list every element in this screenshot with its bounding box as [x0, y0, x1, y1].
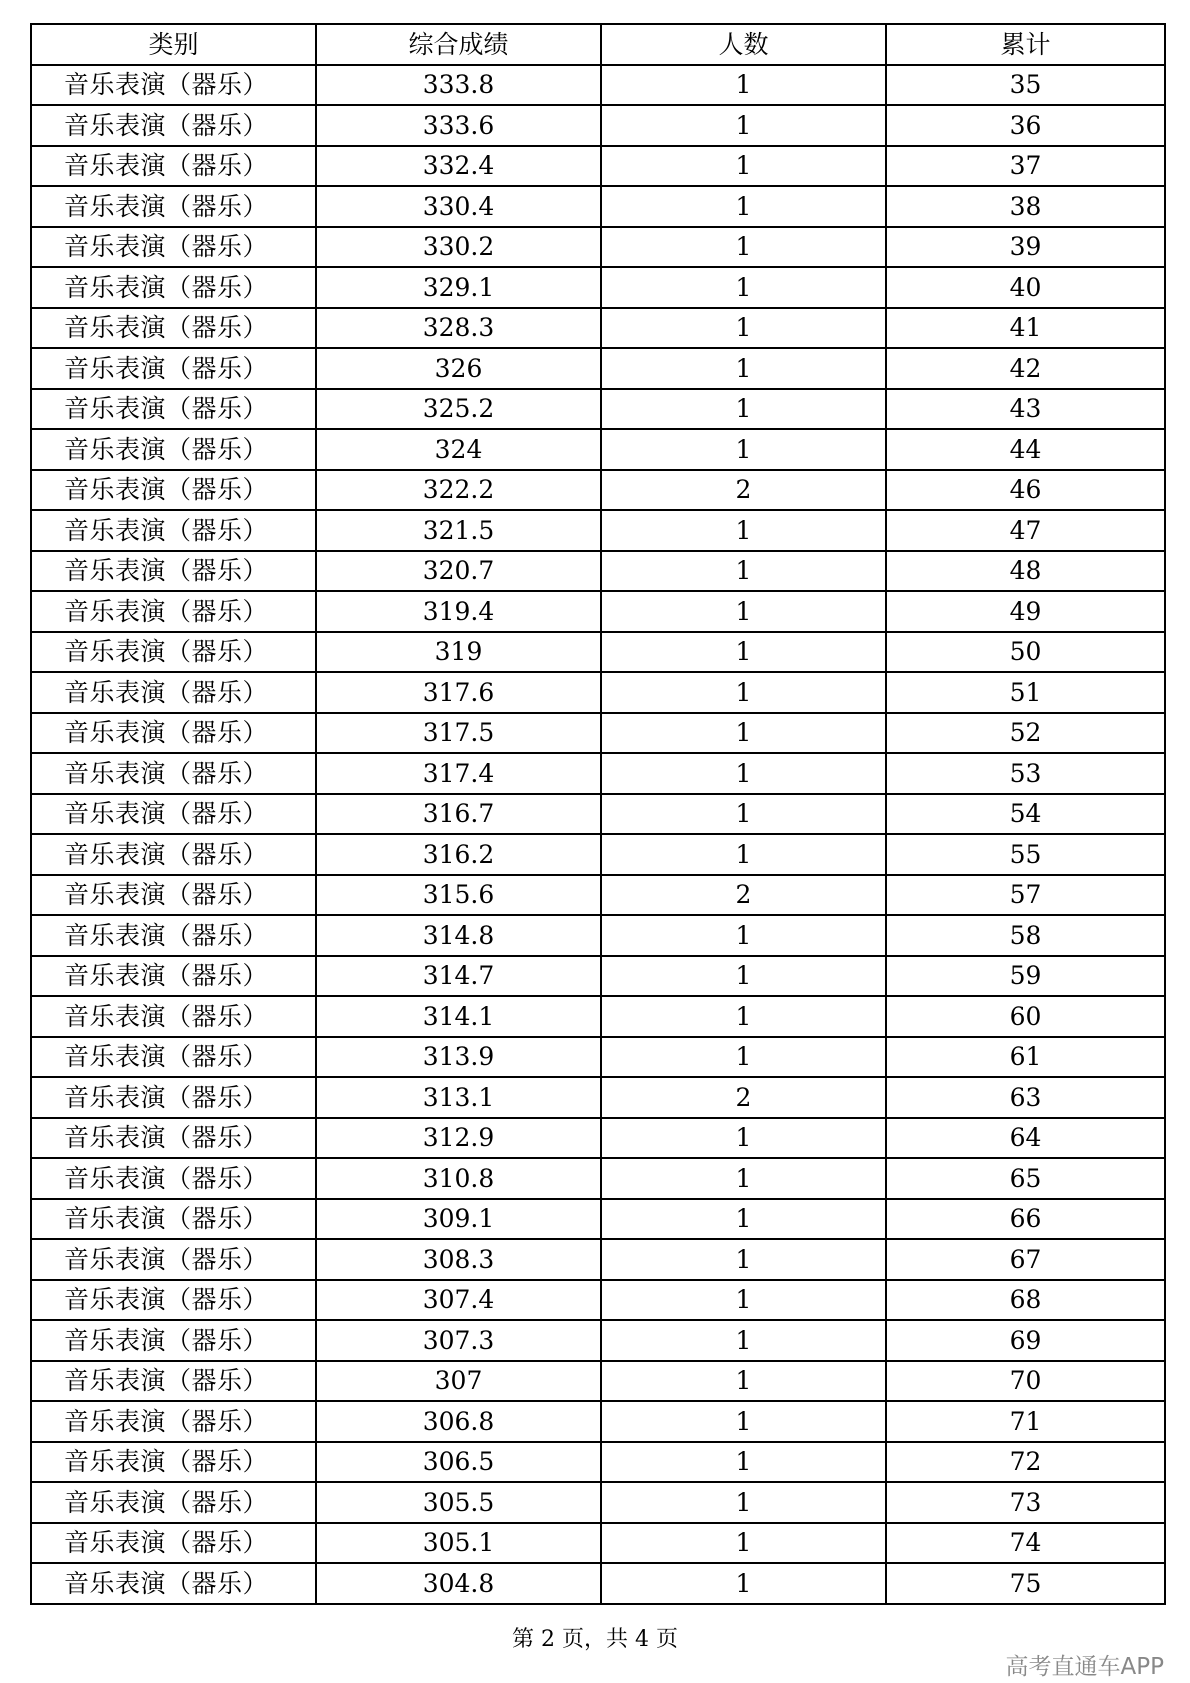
cell-category: 音乐表演（器乐）	[31, 753, 316, 794]
cell-cumulative: 43	[886, 389, 1165, 430]
cell-score: 330.4	[316, 186, 601, 227]
table-row	[31, 1037, 1165, 1078]
cell-count: 1	[601, 389, 886, 430]
cell-score: 313.1	[316, 1077, 601, 1118]
cell-count: 2	[601, 470, 886, 511]
cell-cumulative: 48	[886, 551, 1165, 592]
table-row	[31, 794, 1165, 835]
cell-category: 音乐表演（器乐）	[31, 1361, 316, 1402]
cell-count: 1	[601, 834, 886, 875]
cell-score: 315.6	[316, 875, 601, 916]
table-row	[31, 186, 1165, 227]
table-row	[31, 834, 1165, 875]
cell-count: 1	[601, 1482, 886, 1523]
cell-score: 305.5	[316, 1482, 601, 1523]
table-row	[31, 510, 1165, 551]
cell-score: 310.8	[316, 1158, 601, 1199]
cell-score: 326	[316, 348, 601, 389]
cell-score: 312.9	[316, 1118, 601, 1159]
cell-count: 1	[601, 1523, 886, 1564]
cell-score: 314.1	[316, 996, 601, 1037]
cell-cumulative: 60	[886, 996, 1165, 1037]
cell-count: 1	[601, 510, 886, 551]
table-row	[31, 1158, 1165, 1199]
cell-count: 2	[601, 875, 886, 916]
cell-category: 音乐表演（器乐）	[31, 1118, 316, 1159]
cell-cumulative: 72	[886, 1442, 1165, 1483]
cell-cumulative: 59	[886, 956, 1165, 997]
table-row	[31, 105, 1165, 146]
cell-score: 307	[316, 1361, 601, 1402]
cell-count: 1	[601, 672, 886, 713]
table-row	[31, 591, 1165, 632]
table-row	[31, 713, 1165, 754]
cell-category: 音乐表演（器乐）	[31, 348, 316, 389]
cell-count: 1	[601, 429, 886, 470]
cell-count: 1	[601, 1158, 886, 1199]
cell-score: 319.4	[316, 591, 601, 632]
header-cumulative: 累计	[886, 24, 1165, 65]
cell-cumulative: 70	[886, 1361, 1165, 1402]
cell-cumulative: 68	[886, 1280, 1165, 1321]
cell-count: 1	[601, 1037, 886, 1078]
cell-category: 音乐表演（器乐）	[31, 308, 316, 349]
cell-score: 328.3	[316, 308, 601, 349]
header-category: 类别	[31, 24, 316, 65]
cell-cumulative: 42	[886, 348, 1165, 389]
cell-score: 333.8	[316, 65, 601, 106]
cell-category: 音乐表演（器乐）	[31, 389, 316, 430]
table-body	[31, 65, 1165, 1604]
table-row	[31, 348, 1165, 389]
cell-cumulative: 66	[886, 1199, 1165, 1240]
table-row	[31, 1280, 1165, 1321]
cell-category: 音乐表演（器乐）	[31, 1563, 316, 1604]
cell-cumulative: 52	[886, 713, 1165, 754]
cell-count: 1	[601, 146, 886, 187]
cell-category: 音乐表演（器乐）	[31, 1523, 316, 1564]
table-row	[31, 227, 1165, 268]
cell-cumulative: 64	[886, 1118, 1165, 1159]
cell-count: 1	[601, 996, 886, 1037]
table-row	[31, 308, 1165, 349]
cell-score: 317.4	[316, 753, 601, 794]
cell-cumulative: 74	[886, 1523, 1165, 1564]
cell-score: 309.1	[316, 1199, 601, 1240]
cell-category: 音乐表演（器乐）	[31, 1482, 316, 1523]
cell-cumulative: 38	[886, 186, 1165, 227]
table-row	[31, 1563, 1165, 1604]
table-row	[31, 1320, 1165, 1361]
cell-category: 音乐表演（器乐）	[31, 1239, 316, 1280]
cell-cumulative: 58	[886, 915, 1165, 956]
cell-count: 1	[601, 65, 886, 106]
cell-count: 1	[601, 632, 886, 673]
cell-count: 1	[601, 1118, 886, 1159]
cell-score: 304.8	[316, 1563, 601, 1604]
cell-score: 307.3	[316, 1320, 601, 1361]
cell-score: 317.6	[316, 672, 601, 713]
cell-category: 音乐表演（器乐）	[31, 267, 316, 308]
table-row	[31, 1442, 1165, 1483]
cell-score: 314.8	[316, 915, 601, 956]
cell-cumulative: 41	[886, 308, 1165, 349]
cell-category: 音乐表演（器乐）	[31, 1158, 316, 1199]
cell-count: 2	[601, 1077, 886, 1118]
table-header	[31, 24, 1165, 65]
cell-category: 音乐表演（器乐）	[31, 632, 316, 673]
table-row	[31, 753, 1165, 794]
cell-category: 音乐表演（器乐）	[31, 227, 316, 268]
cell-category: 音乐表演（器乐）	[31, 1442, 316, 1483]
table-row	[31, 429, 1165, 470]
cell-score: 316.7	[316, 794, 601, 835]
watermark-text: 高考直通车APP	[1005, 1654, 1164, 1680]
table-row	[31, 956, 1165, 997]
cell-count: 1	[601, 1563, 886, 1604]
cell-cumulative: 51	[886, 672, 1165, 713]
table-row	[31, 267, 1165, 308]
cell-score: 322.2	[316, 470, 601, 511]
cell-category: 音乐表演（器乐）	[31, 146, 316, 187]
cell-score: 306.5	[316, 1442, 601, 1483]
cell-cumulative: 55	[886, 834, 1165, 875]
table-row	[31, 915, 1165, 956]
table-row	[31, 1118, 1165, 1159]
cell-count: 1	[601, 227, 886, 268]
cell-cumulative: 73	[886, 1482, 1165, 1523]
cell-count: 1	[601, 1320, 886, 1361]
cell-count: 1	[601, 1239, 886, 1280]
table-row	[31, 1239, 1165, 1280]
cell-score: 316.2	[316, 834, 601, 875]
cell-count: 1	[601, 713, 886, 754]
cell-score: 313.9	[316, 1037, 601, 1078]
cell-cumulative: 39	[886, 227, 1165, 268]
cell-category: 音乐表演（器乐）	[31, 591, 316, 632]
cell-category: 音乐表演（器乐）	[31, 65, 316, 106]
cell-category: 音乐表演（器乐）	[31, 672, 316, 713]
cell-count: 1	[601, 308, 886, 349]
cell-cumulative: 67	[886, 1239, 1165, 1280]
cell-category: 音乐表演（器乐）	[31, 875, 316, 916]
cell-score: 329.1	[316, 267, 601, 308]
cell-count: 1	[601, 794, 886, 835]
table-row	[31, 1361, 1165, 1402]
cell-cumulative: 44	[886, 429, 1165, 470]
cell-category: 音乐表演（器乐）	[31, 1037, 316, 1078]
header-count: 人数	[601, 24, 886, 65]
page-number: 第 2 页，共 4 页	[512, 1627, 678, 1652]
cell-category: 音乐表演（器乐）	[31, 429, 316, 470]
cell-cumulative: 65	[886, 1158, 1165, 1199]
cell-category: 音乐表演（器乐）	[31, 1320, 316, 1361]
header-row	[31, 24, 1165, 65]
cell-category: 音乐表演（器乐）	[31, 915, 316, 956]
cell-count: 1	[601, 1199, 886, 1240]
cell-count: 1	[601, 267, 886, 308]
table-row	[31, 389, 1165, 430]
cell-count: 1	[601, 1361, 886, 1402]
cell-cumulative: 75	[886, 1563, 1165, 1604]
cell-score: 320.7	[316, 551, 601, 592]
cell-category: 音乐表演（器乐）	[31, 470, 316, 511]
table-row	[31, 65, 1165, 106]
cell-score: 332.4	[316, 146, 601, 187]
cell-cumulative: 54	[886, 794, 1165, 835]
cell-cumulative: 46	[886, 470, 1165, 511]
cell-count: 1	[601, 186, 886, 227]
cell-category: 音乐表演（器乐）	[31, 1077, 316, 1118]
cell-count: 1	[601, 591, 886, 632]
cell-cumulative: 36	[886, 105, 1165, 146]
cell-category: 音乐表演（器乐）	[31, 105, 316, 146]
cell-category: 音乐表演（器乐）	[31, 713, 316, 754]
table-row	[31, 875, 1165, 916]
table-row	[31, 672, 1165, 713]
table-row	[31, 146, 1165, 187]
cell-score: 317.5	[316, 713, 601, 754]
cell-score: 321.5	[316, 510, 601, 551]
cell-cumulative: 69	[886, 1320, 1165, 1361]
cell-count: 1	[601, 956, 886, 997]
cell-score: 306.8	[316, 1401, 601, 1442]
cell-cumulative: 53	[886, 753, 1165, 794]
cell-score: 308.3	[316, 1239, 601, 1280]
cell-category: 音乐表演（器乐）	[31, 1280, 316, 1321]
cell-cumulative: 40	[886, 267, 1165, 308]
cell-cumulative: 63	[886, 1077, 1165, 1118]
cell-cumulative: 37	[886, 146, 1165, 187]
cell-cumulative: 57	[886, 875, 1165, 916]
cell-cumulative: 61	[886, 1037, 1165, 1078]
cell-category: 音乐表演（器乐）	[31, 1401, 316, 1442]
table-row	[31, 470, 1165, 511]
cell-cumulative: 47	[886, 510, 1165, 551]
cell-cumulative: 71	[886, 1401, 1165, 1442]
cell-category: 音乐表演（器乐）	[31, 956, 316, 997]
cell-cumulative: 49	[886, 591, 1165, 632]
cell-score: 330.2	[316, 227, 601, 268]
cell-score: 325.2	[316, 389, 601, 430]
cell-count: 1	[601, 1401, 886, 1442]
table-row	[31, 996, 1165, 1037]
cell-score: 333.6	[316, 105, 601, 146]
table-row	[31, 1401, 1165, 1442]
table-row	[31, 632, 1165, 673]
cell-cumulative: 50	[886, 632, 1165, 673]
cell-score: 307.4	[316, 1280, 601, 1321]
cell-category: 音乐表演（器乐）	[31, 996, 316, 1037]
table-row	[31, 1077, 1165, 1118]
cell-count: 1	[601, 551, 886, 592]
cell-score: 324	[316, 429, 601, 470]
table-row	[31, 1482, 1165, 1523]
cell-count: 1	[601, 1442, 886, 1483]
cell-count: 1	[601, 348, 886, 389]
cell-score: 319	[316, 632, 601, 673]
cell-category: 音乐表演（器乐）	[31, 794, 316, 835]
cell-category: 音乐表演（器乐）	[31, 551, 316, 592]
cell-count: 1	[601, 915, 886, 956]
table-row	[31, 1523, 1165, 1564]
table-row	[31, 1199, 1165, 1240]
cell-category: 音乐表演（器乐）	[31, 186, 316, 227]
header-score: 综合成绩	[316, 24, 601, 65]
cell-score: 305.1	[316, 1523, 601, 1564]
cell-count: 1	[601, 105, 886, 146]
cell-category: 音乐表演（器乐）	[31, 834, 316, 875]
cell-category: 音乐表演（器乐）	[31, 1199, 316, 1240]
cell-count: 1	[601, 1280, 886, 1321]
cell-category: 音乐表演（器乐）	[31, 510, 316, 551]
table-row	[31, 551, 1165, 592]
cell-score: 314.7	[316, 956, 601, 997]
score-table	[30, 23, 1166, 1605]
cell-count: 1	[601, 753, 886, 794]
cell-cumulative: 35	[886, 65, 1165, 106]
